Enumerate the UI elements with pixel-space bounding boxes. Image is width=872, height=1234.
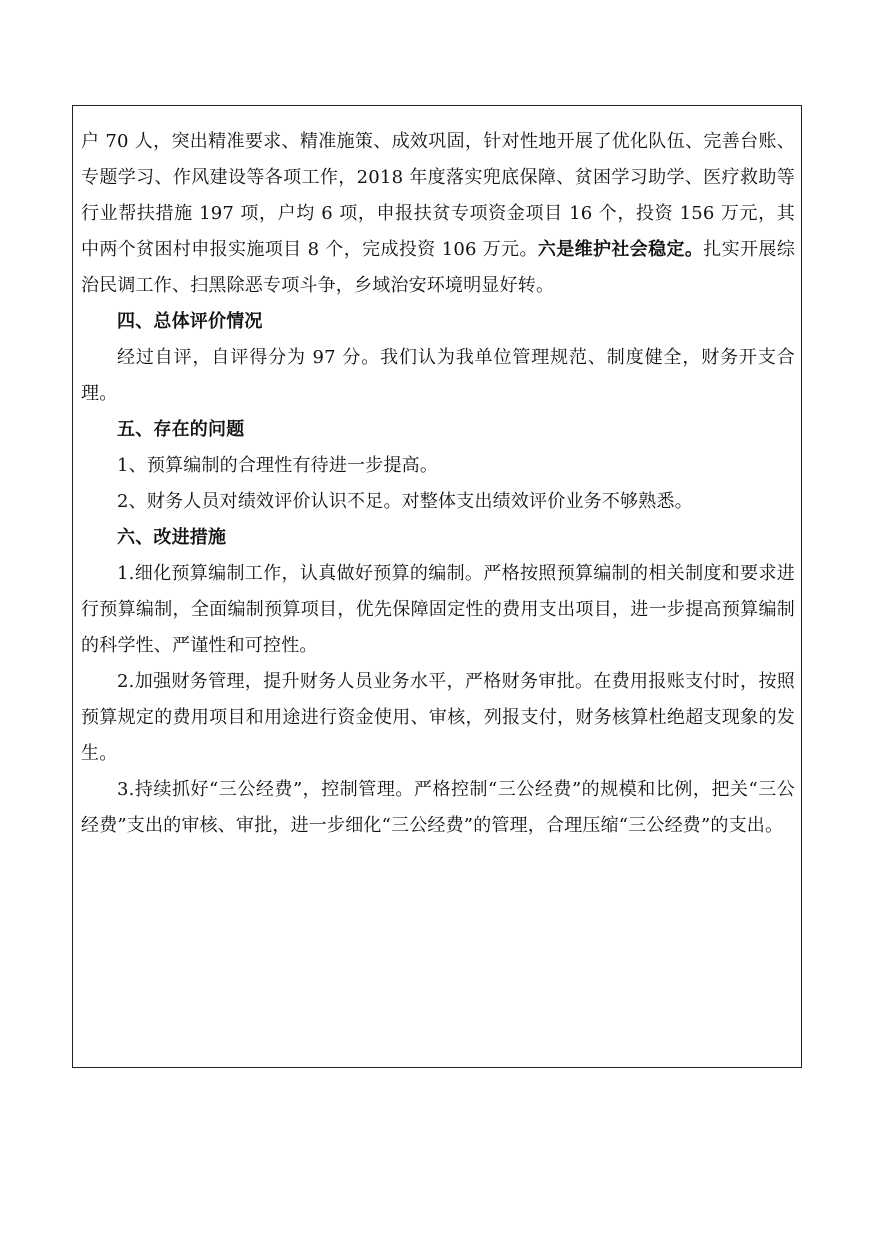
list-item-measure-1: 1.细化预算编制工作，认真做好预算的编制。严格按照预算编制的相关制度和要求进行预算编制，全面编制预算项目，优先保障固定性的费用支出项目，进一步提高预算编制的科学性、严谨性和可控性。 <box>81 563 795 656</box>
list-item-measure-2: 2.加强财务管理，提升财务人员业务水平，严格财务审批。在费用报账支付时，按照预算规定的费用项目和用途进行资金使用、审核，列报支付，财务核算杜绝超支现象的发生。 <box>81 671 795 764</box>
list-item-measure-3: 3.持续抓好“三公经费”，控制管理。严格控制“三公经费”的规模和比例，把关“三公经费”支出的审核、审批，进一步细化“三公经费”的管理，合理压缩“三公经费”的支出。 <box>81 779 795 836</box>
paragraph-text: 户 70 人，突出精准要求、精准施策、成效巩固，针对性地开展了优化队伍、完善台账、专题学习、作风建设等各项工作，2018 年度落实兜底保障、贫困学习助学、医疗救助等行业帮扶措施 197 项，户均 6 项，申报扶贫专项资金项目 16 个，投资 156 万元，其中两个贫困村申报实施项目 8 个，完成投资 106 万元。 <box>81 131 795 260</box>
list-item-problem-1: 1、预算编制的合理性有待进一步提高。 <box>117 455 439 476</box>
list-item-problem-2: 2、财务人员对绩效评价认识不足。对整体支出绩效评价业务不够熟悉。 <box>117 491 693 512</box>
paragraph-evaluation: 经过自评，自评得分为 97 分。我们认为我单位管理规范、制度健全，财务开支合理。 <box>81 347 795 404</box>
section-heading-problems: 五、存在的问题 <box>117 419 245 440</box>
paragraph-continued <box>81 124 795 304</box>
document-content <box>81 124 795 844</box>
paragraph-text-end: 扎实开展综治民调工作、扫黑除恶专项斗争，乡域治安环境明显好转。 <box>81 239 796 296</box>
section-heading-evaluation: 四、总体评价情况 <box>117 311 263 332</box>
section-heading-measures: 六、改进措施 <box>117 527 227 548</box>
document-frame <box>72 105 802 1068</box>
paragraph-bold-text: 六是维护社会稳定。 <box>537 239 704 260</box>
